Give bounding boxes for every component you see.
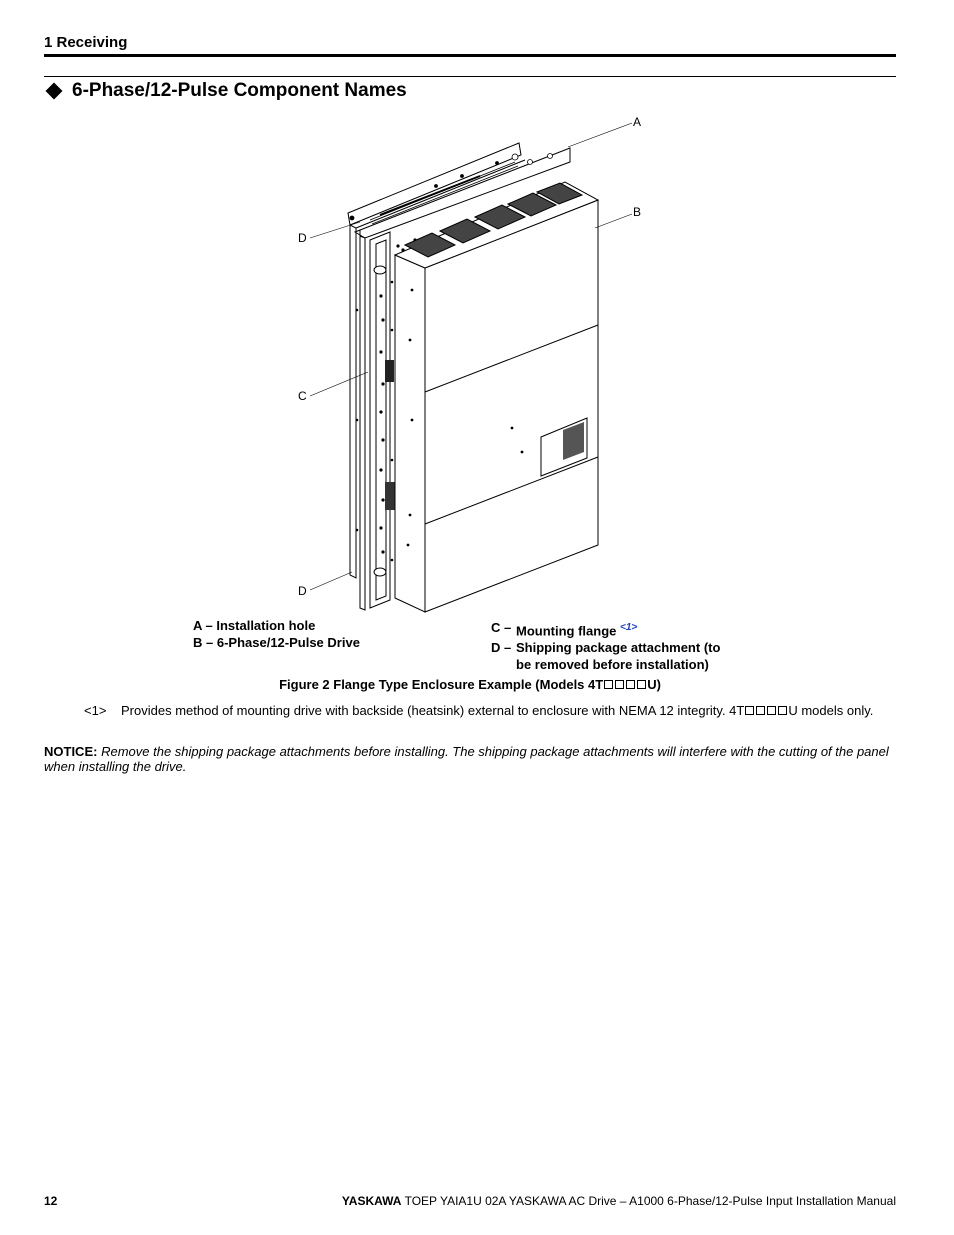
footnote-key: <1> [84, 703, 107, 718]
legend-d-key: D – [491, 640, 512, 656]
callout-b: B [633, 205, 642, 219]
footer-manual-title: TOEP YAIA1U 02A YASKAWA AC Drive – A1000 6-Phase/12-Pulse Input Installation Manual [404, 1194, 896, 1208]
legend-right [491, 619, 720, 673]
notice-text: Remove the shipping package attachments before installing. The shipping package attachments will interfere with the cutting of the panel when installing the drive. [44, 744, 889, 774]
legend-c-text: Mounting flange [516, 623, 617, 639]
callout-d-top: D [298, 231, 307, 245]
enclosure-drawing [290, 112, 650, 617]
legend-c-key: C – [491, 620, 512, 635]
model-placeholder-icon [744, 703, 788, 718]
footer-brand: YASKAWA [341, 1194, 402, 1208]
legend-b: B – 6-Phase/12-Pulse Drive [193, 635, 360, 650]
legend-d-text-line1: Shipping package attachment (to [516, 640, 721, 656]
model-placeholder-icon [603, 677, 647, 692]
footer-title [342, 1194, 896, 1208]
section-title [44, 80, 407, 102]
footnote-text-part1: Provides method of mounting drive with backside (heatsink) external to enclosure with NEMA 12 integrity. 4T [121, 703, 745, 718]
footnote [84, 702, 896, 719]
header-rule [44, 54, 896, 57]
section-rule [44, 76, 896, 77]
page-number: 12 [44, 1194, 58, 1208]
diamond-bullet-icon [46, 83, 63, 100]
callout-a: A [633, 115, 642, 129]
legend-c [491, 619, 720, 639]
notice-block [44, 744, 896, 774]
legend-d [491, 639, 720, 673]
chapter-heading: 1 Receiving [44, 34, 128, 51]
legend-left [193, 617, 360, 651]
footnote-text-part2: U models only. [788, 703, 874, 718]
callout-c: C [298, 389, 307, 403]
callout-d-bottom: D [298, 584, 307, 598]
footnote-text [121, 702, 873, 719]
section-title-text: 6-Phase/12-Pulse Component Names [72, 80, 407, 101]
legend-d-text-line2: be removed before installation) [516, 657, 709, 673]
legend-a: A – Installation hole [193, 618, 316, 633]
caption-suffix: U) [647, 677, 661, 692]
figure-caption [0, 677, 940, 692]
footnote-ref-link[interactable]: <1> [620, 622, 638, 633]
notice-label: NOTICE: [44, 744, 98, 759]
caption-prefix: Figure 2 Flange Type Enclosure Example (Models 4T [279, 677, 604, 692]
